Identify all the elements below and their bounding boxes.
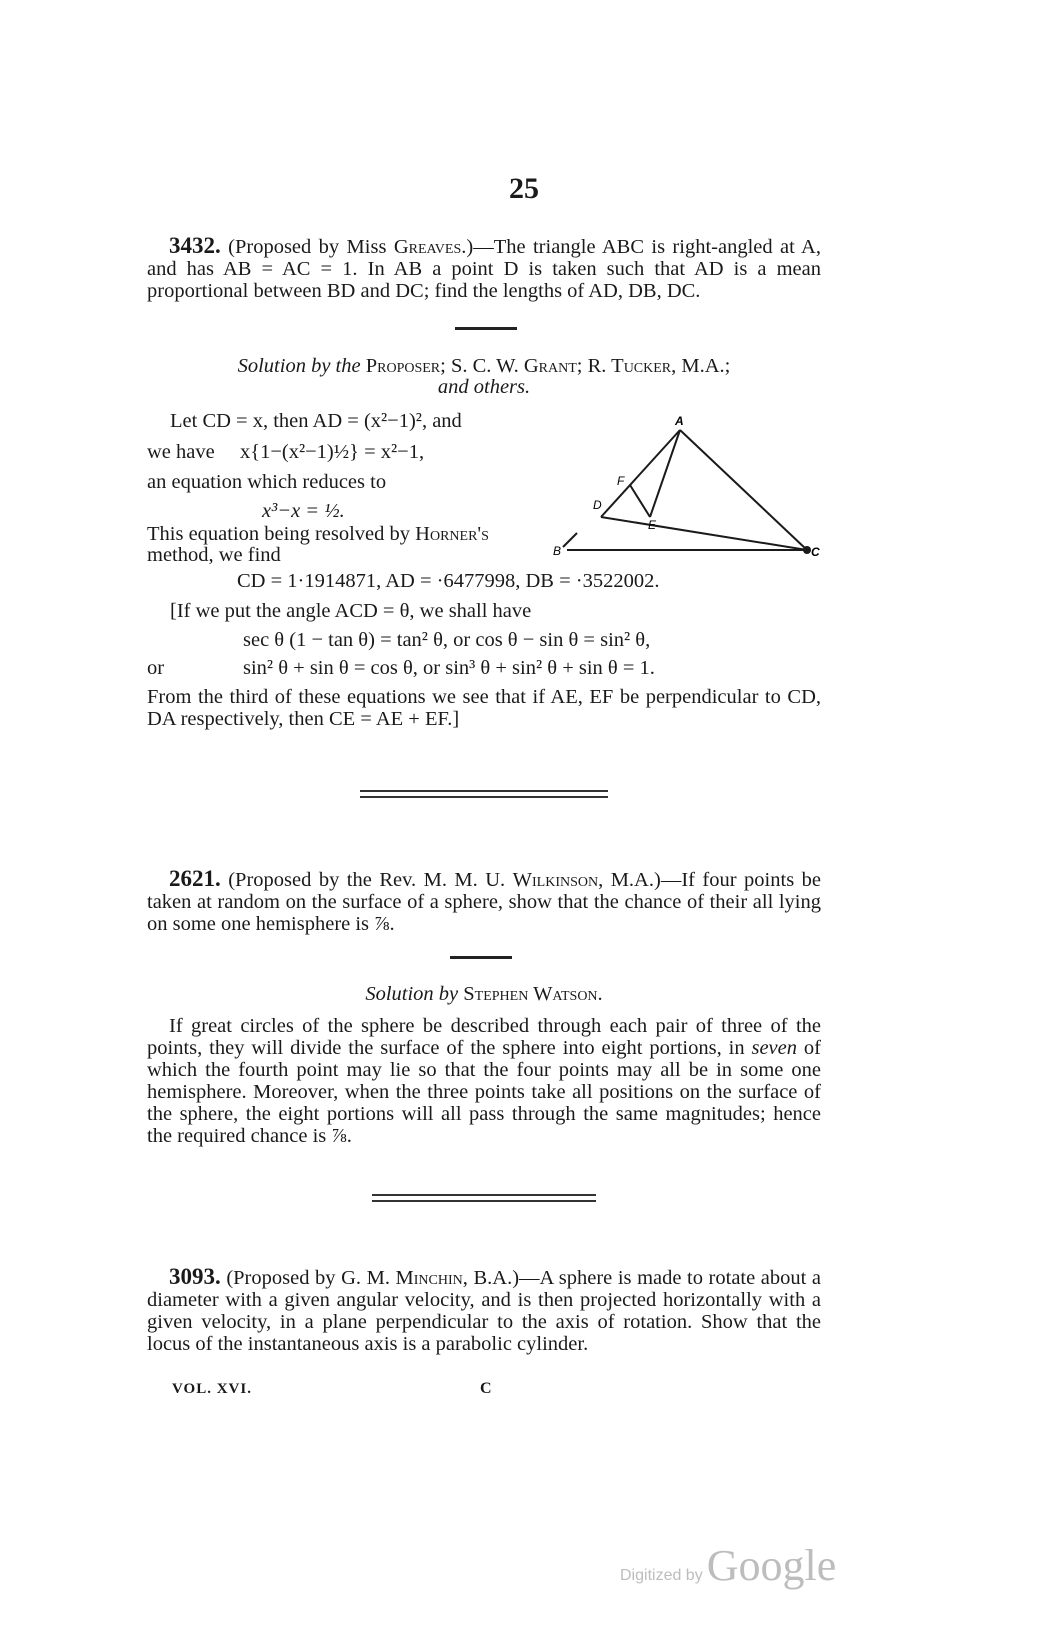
label-b: B — [553, 544, 562, 558]
problem-3432-statement: 3432. (Proposed by Miss Greaves.)—The triangle ABC is right-angled at A, and has AB = AC = 1. In AB a point D is taken such that AD is a mean proportional between BD and DC; find the lengths of AD, DB, DC. — [147, 233, 821, 302]
problem-number: 3093. — [169, 1264, 221, 1289]
label-d: D — [593, 498, 602, 512]
trig-equation-1: sec θ (1 − tan θ) = tan² θ, or cos θ − sin θ = sin² θ, — [243, 629, 651, 651]
label-e: E — [648, 518, 657, 532]
solution-body-2621: If great circles of the sphere be described through each pair of three of the points, they will divide the surface of the sphere into eight portions, in seven of which the fourth point may lie so that the four points may all be in some one hemisphere. Moreover, when the three points take all positions on the surface of the sphere, the eight portions will all pass through the same magnitudes; hence the required chance is ⅞. — [147, 1015, 822, 1147]
volume-footer: VOL. XVI. — [172, 1381, 252, 1397]
point-c — [803, 546, 811, 554]
page-number: 25 — [509, 172, 539, 205]
problem-2621-statement: 2621. (Proposed by the Rev. M. M. U. Wilkinson, M.A.)—If four points be taken at random on the surface of a sphere, show that the chance of their all lying on some one hemisphere is ⅞. — [147, 866, 821, 935]
proposer-name: Wilkinson — [512, 869, 599, 891]
conclusion-3432: From the third of these equations we see that if AE, EF be perpendicular to CD, DA respectively, then CE = AE + EF.] — [147, 686, 821, 730]
solution-credit-2621: Solution by Stephen Watson. — [365, 983, 603, 1005]
equation-line-5: This equation being resolved by Horner's — [147, 523, 489, 545]
google-logo: Google — [706, 1541, 837, 1590]
problem-number: 2621. — [169, 866, 221, 891]
equation-line-6: method, we find — [147, 544, 281, 566]
equation-line-4: x³−x = ½. — [262, 500, 345, 522]
problem-3093-statement: 3093. (Proposed by G. M. Minchin, B.A.)—A sphere is made to rotate about a diameter with a given angular velocity, and is then projected horizontally with a given velocity, in a plane perpendicular to the axis of rotation. Show that the locus of the instantaneous axis is a parabolic cylinder. — [147, 1264, 821, 1355]
solution-credit-others: and others. — [437, 376, 531, 398]
label-c: C — [811, 545, 820, 559]
line-db-segment — [563, 533, 577, 547]
equation-line-2-lead: we have — [147, 441, 215, 463]
angle-statement: [If we put the angle ACD = θ, we shall have — [170, 600, 532, 622]
solution-credit-3432: Solution by the Proposer; S. C. W. Grant; R. Tucker, M.A.; — [237, 355, 731, 377]
proposer-name: Greaves — [393, 236, 462, 258]
short-rule — [450, 956, 512, 959]
triangle-diagram — [545, 405, 825, 570]
equation-line-3: an equation which reduces to — [147, 471, 387, 493]
line-ae — [650, 430, 680, 517]
label-f: F — [617, 474, 625, 488]
problem-number: 3432. — [169, 233, 221, 258]
line-ad — [601, 430, 680, 517]
digitized-watermark: Digitized by Google — [620, 1541, 837, 1590]
short-rule — [455, 327, 517, 330]
proposer-name: Minchin — [395, 1267, 463, 1289]
trig-equation-2: sin² θ + sin θ = cos θ, or sin³ θ + sin² θ + sin θ = 1. — [243, 657, 655, 679]
equation-line-1: Let CD = x, then AD = (x²−1)², and — [170, 410, 462, 432]
label-a: A — [675, 414, 684, 428]
section-separator — [372, 1194, 596, 1202]
numeric-results: CD = 1·1914871, AD = ·6477998, DB = ·3522002. — [237, 570, 660, 592]
signature-mark: C — [480, 1380, 492, 1397]
equation-line-2: x{1−(x²−1)½} = x²−1, — [240, 441, 425, 463]
line-ef — [630, 485, 650, 517]
section-separator — [360, 790, 608, 798]
or-word: or — [147, 657, 165, 679]
